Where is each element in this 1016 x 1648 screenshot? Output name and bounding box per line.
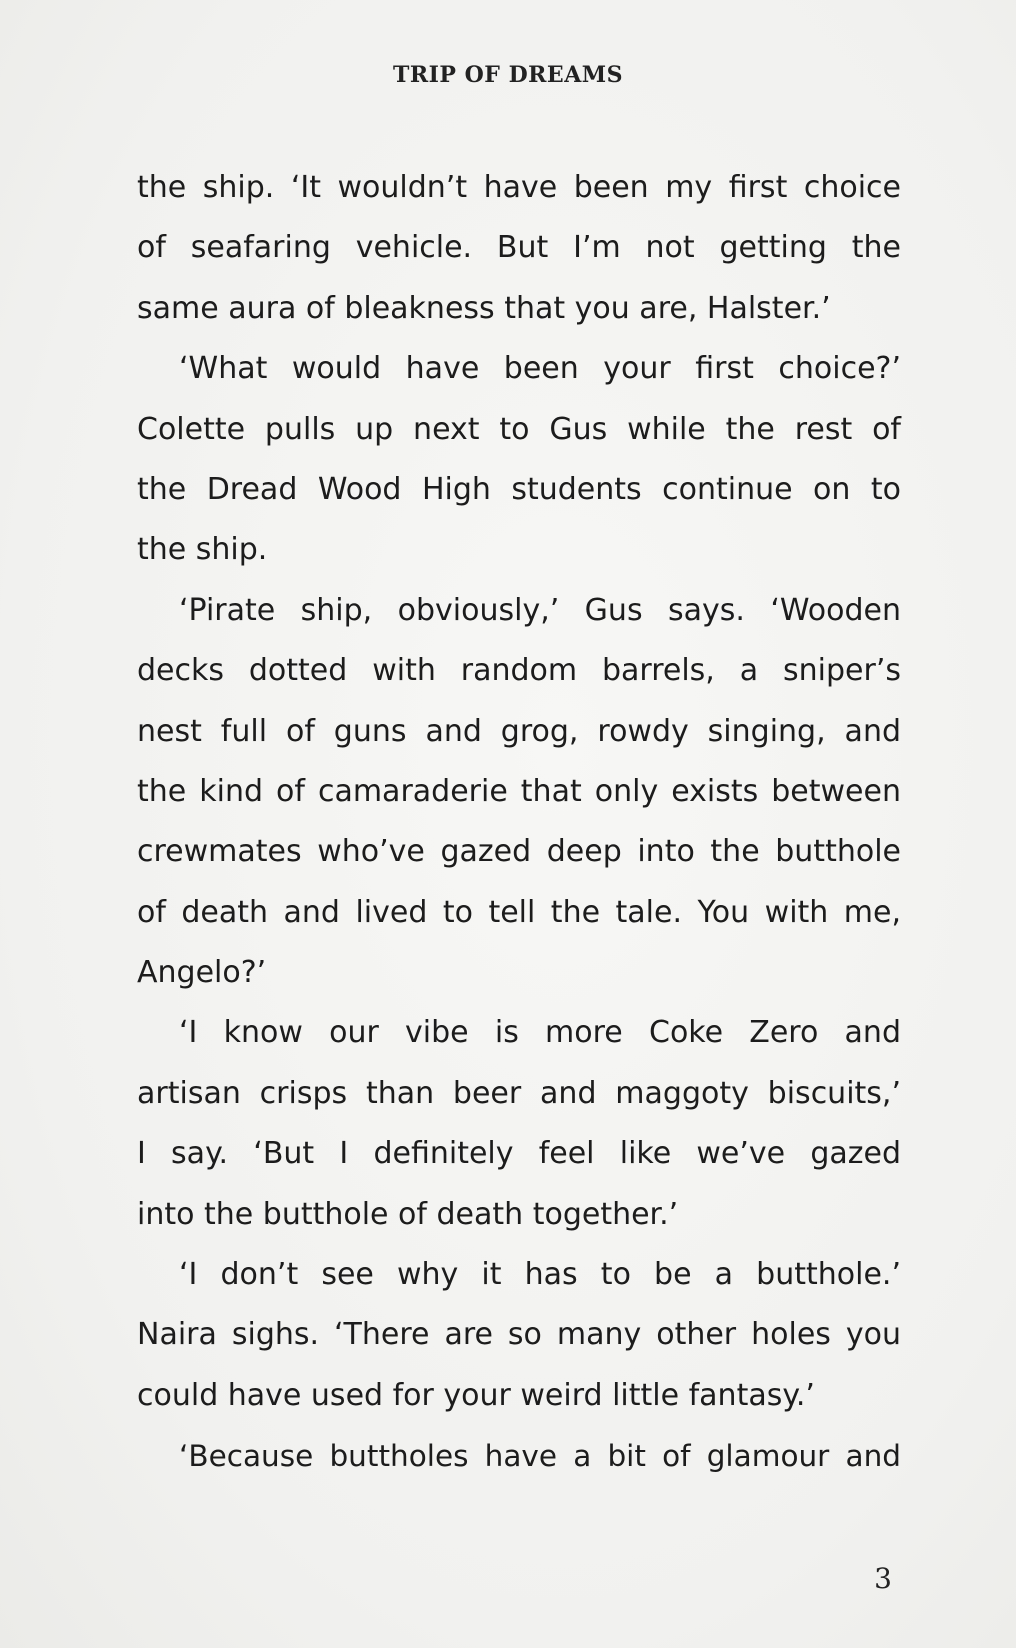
text-line: the Dread Wood High students continue on to <box>137 471 901 507</box>
text-line: ‘I don’t see why it has to be a butthole.’ <box>179 1257 901 1293</box>
text-line: nest full of guns and grog, rowdy singing, and <box>137 713 901 749</box>
running-head: TRIP OF DREAMS <box>392 62 624 88</box>
page-number: 3 <box>874 1562 892 1595</box>
text-line: of seafaring vehicle. But I’m not getting the <box>137 230 901 266</box>
text-line: into the butthole of death together.’ <box>137 1196 679 1232</box>
text-line: artisan crisps than beer and maggoty biscuits,’ <box>137 1075 901 1111</box>
text-line: the kind of camaraderie that only exists between <box>137 773 901 809</box>
text-line: I say. ‘But I definitely feel like we’ve gazed <box>137 1136 901 1172</box>
text-line: could have used for your weird little fantasy.’ <box>137 1377 815 1413</box>
text-line: ‘Because buttholes have a bit of glamour and <box>179 1439 901 1474</box>
body-text <box>137 158 901 1487</box>
text-line: ‘I know our vibe is more Coke Zero and <box>179 1015 901 1051</box>
text-line: same aura of bleakness that you are, Halster.’ <box>137 290 831 326</box>
text-line: Colette pulls up next to Gus while the rest of <box>137 411 901 447</box>
text-line: of death and lived to tell the tale. You with me, <box>137 894 901 930</box>
text-line: crewmates who’ve gazed deep into the butthole <box>137 834 901 870</box>
text-line: ‘Pirate ship, obviously,’ Gus says. ‘Wooden <box>179 592 901 628</box>
text-line: the ship. ‘It wouldn’t have been my first choice <box>137 170 901 205</box>
text-line: the ship. <box>137 532 268 568</box>
text-line: Angelo?’ <box>137 955 267 991</box>
text-line: ‘What would have been your first choice?’ <box>179 351 901 387</box>
text-line: Naira sighs. ‘There are so many other holes you <box>137 1317 901 1353</box>
text-line: decks dotted with random barrels, a sniper’s <box>137 653 901 689</box>
